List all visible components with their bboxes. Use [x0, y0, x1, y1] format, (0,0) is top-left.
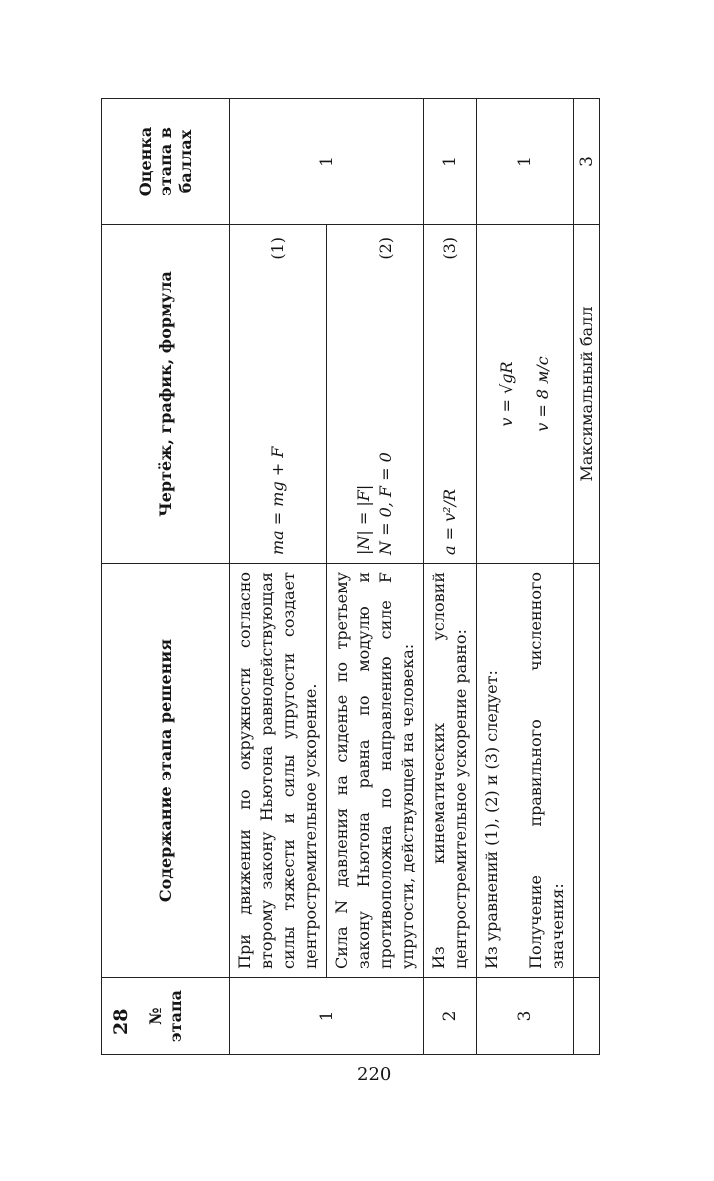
formula-cell — [477, 225, 574, 564]
header-content: Содержание этапа решения — [102, 564, 230, 978]
score-cell: 1 — [477, 99, 574, 225]
max-score-value: 3 — [574, 99, 600, 225]
formula-cell — [230, 225, 327, 564]
score-cell: 1 — [424, 99, 477, 225]
page-number: 220 — [357, 1064, 392, 1085]
stage-number-cell: 3 — [477, 978, 574, 1055]
stage-number-cell: 2 — [424, 978, 477, 1055]
score-cell: 1 — [230, 99, 424, 225]
table-row — [230, 99, 327, 1055]
formula-cell — [327, 225, 424, 564]
table-row — [477, 99, 574, 1055]
solution-table — [101, 98, 600, 1055]
stage-content-cell — [477, 564, 574, 978]
equation-number: (1) — [268, 237, 287, 260]
stage-number-cell: 1 — [230, 978, 424, 1055]
stage-content-cell: При движении по окружности согласно второму закону Ньютона равнодействующая силы тяжести и силы упругости создает центростремительное ускорение. — [230, 564, 327, 978]
stage-content-line: Из уравнений (1), (2) и (3) следует: — [482, 670, 501, 969]
max-score-label: Максимальный балл — [574, 225, 600, 564]
formula-text: a = v²/R — [440, 488, 459, 555]
max-score-row — [574, 99, 600, 1055]
formula-text: v = √gR — [497, 361, 516, 427]
equation-number: (2) — [376, 237, 395, 260]
blank-cell — [574, 978, 600, 1055]
header-score: Оценка этапа в баллах — [102, 99, 230, 225]
header-stage-number: № этапа — [102, 978, 230, 1055]
table-row — [424, 99, 477, 1055]
formula-text: N = 0, F = 0 — [376, 452, 395, 555]
stage-content-cell: Сила N давления на сиденье по третьему закону Ньютона равна по модулю и противоположна по направлению силе F упругости, действующей на человека: — [327, 564, 424, 978]
stage-content-cell: Из кинематических условий центростремительное ускорение равно: — [424, 564, 477, 978]
table-header-row — [102, 99, 230, 1055]
formula-text: |N| = |F| — [354, 484, 373, 555]
problem-number: 28 — [110, 1008, 132, 1035]
table-row — [327, 99, 424, 1055]
equation-number: (3) — [440, 237, 459, 260]
rotated-table-container — [101, 99, 597, 1055]
formula-text: v = 8 м/с — [533, 356, 552, 432]
stage-content-line: Получение правильного численного значения: — [526, 572, 567, 969]
formula-text: ma = mg + F — [268, 446, 287, 555]
header-formula: Чертёж, график, формула — [102, 225, 230, 564]
blank-cell — [574, 564, 600, 978]
formula-cell — [424, 225, 477, 564]
